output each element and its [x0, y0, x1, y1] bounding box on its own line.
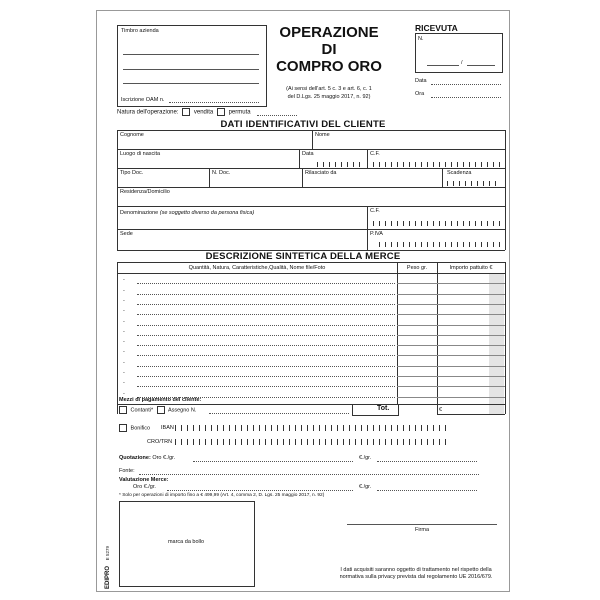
compro-oro-form: [96, 10, 510, 592]
goods-row-amount-line: [397, 397, 505, 398]
goods-row-amount-line: [397, 314, 505, 315]
cheque-label: Assegno N.: [167, 407, 197, 414]
receipt-number-label: N.: [418, 36, 424, 42]
total-label: Tot.: [377, 405, 390, 412]
goods-row-marker: -: [123, 277, 125, 284]
goods-row-amount-line: [397, 304, 505, 305]
receipt-slash: /: [461, 60, 463, 66]
form-title-line3: COMPRO ORO: [276, 58, 382, 75]
denomination-label: Denominazione: [120, 210, 159, 216]
receipt-date-field[interactable]: [431, 84, 501, 85]
cf2-field[interactable]: [373, 221, 503, 226]
cash-label: Contanti: [130, 407, 152, 414]
goods-row-amount-line: [397, 386, 505, 387]
oam-label: Iscrizione OAM n.: [121, 97, 165, 103]
source-label: Fonte:: [119, 468, 135, 474]
birthdate-field[interactable]: [317, 162, 365, 167]
quotation-label: Quotazione:: [119, 455, 151, 461]
goods-row-marker: -: [123, 390, 125, 397]
swap-option-label: permuta: [228, 109, 251, 116]
payment-title: Mezzi di pagamento del cliente:: [119, 397, 202, 403]
vat-label: P.IVA: [370, 231, 383, 237]
goods-row-line[interactable]: [137, 283, 395, 284]
goods-col-description: Quantità, Natura, Caratteristiche,Qualità, Nome file/Foto: [188, 265, 326, 271]
goods-row-line[interactable]: [137, 325, 395, 326]
cash-note: *: [151, 407, 154, 414]
goods-col-amount: Importo pattuito €: [449, 265, 493, 271]
payment-footnote: * Solo per operazioni di importo fino a € 499,99 (Art. 4, comma 2, D. Lgs. 25 maggio 2017, n. 92): [119, 493, 325, 498]
privacy-line2: normativa sulla privacy prevista dal regolamento UE 2016/679.: [339, 574, 493, 580]
goods-row-line[interactable]: [137, 355, 395, 356]
goods-row-amount-line: [397, 283, 505, 284]
receipt-title: RICEVUTA: [415, 23, 458, 33]
payment-cash-row: [119, 406, 196, 414]
law-reference-line1: (Ai sensi dell'art. 5 c. 3 e art. 6, c. 1: [286, 86, 372, 92]
brand-logo: [105, 546, 111, 589]
issued-by-label: Rilasciato da: [305, 170, 337, 176]
form-title-line1: OPERAZIONE: [279, 24, 379, 41]
form-title-line2: DI: [321, 41, 337, 58]
birthdate-label: Data: [302, 151, 314, 157]
expiry-field[interactable]: [447, 181, 501, 186]
source-field[interactable]: [139, 474, 479, 475]
goods-row-amount-line: [397, 355, 505, 356]
signature-line[interactable]: [347, 524, 497, 525]
birthplace-label: Luogo di nascita: [120, 151, 161, 157]
operation-label: Natura dell'operazione:: [117, 109, 179, 116]
goods-row-line[interactable]: [137, 294, 395, 295]
goods-row-marker: -: [123, 370, 125, 376]
valuation-unit-label: €./gr.: [359, 484, 372, 490]
revenue-stamp-label: marca da bollo: [167, 539, 205, 545]
denomination-row: [120, 210, 254, 216]
seat-label: Sede: [120, 231, 133, 237]
cf2-label: C.F.: [370, 208, 380, 214]
goods-row-amount-line: [397, 376, 505, 377]
goods-row-amount-line: [397, 366, 505, 367]
doc-type-label: Tipo Doc.: [120, 170, 144, 176]
iban-field[interactable]: [175, 425, 451, 431]
goods-row-line[interactable]: [137, 345, 395, 346]
valuation-gold-label: Oro €./gr.: [133, 484, 156, 490]
cro-label: CRO/TRN: [147, 439, 173, 445]
receipt-time-label: Ora: [415, 91, 425, 97]
receipt-number-box[interactable]: [415, 33, 503, 73]
cf-label: C.F.: [370, 151, 380, 157]
goods-row-marker: -: [123, 287, 125, 294]
vat-field[interactable]: [379, 242, 503, 247]
goods-row-marker: -: [123, 297, 125, 304]
goods-row-line[interactable]: [137, 366, 395, 367]
goods-row-marker: -: [123, 339, 125, 346]
quotation-row: [119, 455, 175, 461]
transfer-row: [119, 424, 150, 432]
cro-field[interactable]: [175, 439, 451, 445]
brand-name: EDIPRO: [105, 565, 111, 589]
signature-label: Firma: [414, 527, 430, 533]
goods-row-marker: -: [123, 380, 125, 387]
surname-label: Cognome: [120, 132, 144, 138]
total-euro-sign: €: [439, 407, 443, 413]
goods-row-marker: -: [123, 318, 125, 325]
cf-field[interactable]: [373, 162, 503, 167]
goods-row-amount-line: [397, 345, 505, 346]
product-code: E 5279: [105, 546, 110, 561]
goods-row-amount-line: [397, 325, 505, 326]
doc-number-label: N. Doc.: [212, 170, 231, 176]
denomination-note: (se soggetto diverso da persona fisica): [159, 210, 255, 216]
quotation-unit-label: €./gr.: [359, 455, 372, 461]
goods-section-title: DESCRIZIONE SINTETICA DELLA MERCE: [205, 251, 401, 262]
receipt-time-field[interactable]: [431, 97, 501, 98]
goods-col-weight: Peso gr.: [406, 265, 428, 271]
goods-row-marker: -: [123, 359, 125, 366]
goods-row-line[interactable]: [137, 376, 395, 377]
client-section-title: DATI IDENTIFICATIVI DEL CLIENTE: [220, 119, 386, 130]
cheque-checkbox[interactable]: [157, 406, 165, 414]
company-stamp-box: [117, 25, 267, 107]
transfer-checkbox[interactable]: [119, 424, 127, 432]
sale-checkbox[interactable]: [182, 108, 190, 116]
receipt-date-label: Data: [415, 78, 427, 84]
quotation-gold-label: Oro €./gr.: [152, 455, 176, 461]
valuation-label: Valutazione Merce:: [119, 477, 169, 483]
transfer-label: Bonifico: [130, 425, 151, 432]
goods-row-marker: -: [123, 349, 125, 356]
iban-label: IBAN: [161, 425, 174, 431]
goods-row-marker: -: [123, 308, 125, 315]
goods-row-line[interactable]: [137, 335, 395, 336]
total-weight-box[interactable]: [352, 404, 399, 416]
goods-row-marker: -: [123, 328, 125, 335]
goods-row-line[interactable]: [137, 304, 395, 305]
goods-row-line[interactable]: [137, 314, 395, 315]
law-reference-line2: del D.Lgs. 25 maggio 2017, n. 92): [287, 94, 371, 100]
operation-row: [117, 108, 251, 116]
goods-row-amount-line: [397, 335, 505, 336]
name-label: Nome: [315, 132, 330, 138]
residence-label: Residenza/Domicilio: [120, 189, 170, 195]
valuation-gold-field[interactable]: [167, 490, 353, 491]
goods-row-amount-line: [397, 294, 505, 295]
quotation-gold-field[interactable]: [193, 461, 353, 462]
expiry-label: Scadenza: [447, 170, 472, 176]
sale-option-label: vendita: [193, 109, 214, 116]
swap-checkbox[interactable]: [217, 108, 225, 116]
company-stamp-label: Timbro azienda: [121, 28, 159, 34]
privacy-line1: I dati acquisiti saranno oggetto di trattamento nel rispetto della: [340, 567, 492, 573]
goods-row-line[interactable]: [137, 386, 395, 387]
cash-checkbox[interactable]: [119, 406, 127, 414]
